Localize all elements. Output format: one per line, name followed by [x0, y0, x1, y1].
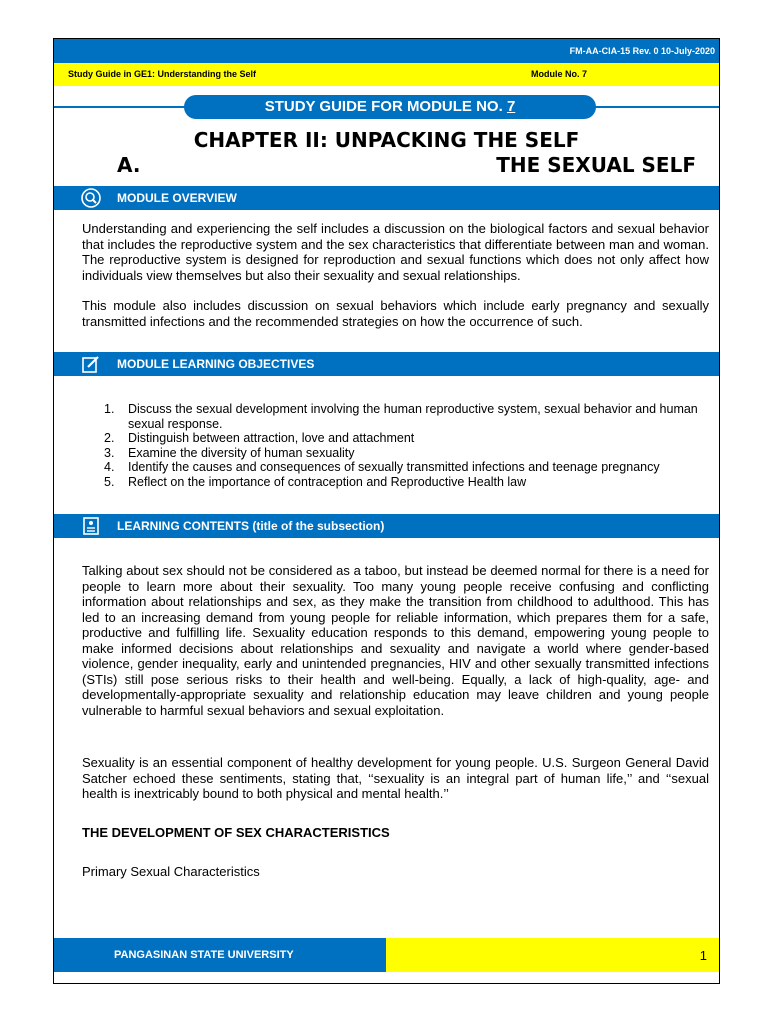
footer-page-bar — [386, 938, 719, 972]
footer-university-bar — [54, 938, 386, 972]
edit-pencil-icon — [81, 354, 101, 374]
module-overview-bar — [54, 186, 719, 210]
subtitle-letter: A. — [117, 153, 141, 177]
overview-paragraph-1: Understanding and experiencing the self includes a discussion on the biological factors and sexual behavior that includes the reproductive system and the sex characteristics that differentiate between man and woman. The reproductive system is designed for reproduction and sexual functions which does not only affect how individuals view themselves but also their sexuality and sexual relationships. — [82, 221, 709, 283]
subsection-title: Primary Sexual Characteristics — [82, 864, 260, 879]
document-code: FM-AA-CIA-15 Rev. 0 10-July-2020 — [569, 46, 715, 56]
contents-paragraph-1: Talking about sex should not be considered as a taboo, but instead be deemed normal for there is a need for people to learn more about their sexuality. Too many young people receive confusing and conflicting information about relationships and sex, as they make the transition from childhood to adulthood. This has led to an increasing demand from young people for reliable information, which prepares them for a safe, productive and fulfilling life. Sexuality education responds to this demand, empowering young people to make informed decisions about relationships and sexuality and navigate a world where gender-based violence, gender inequality, early and unintended pregnancies, HIV and other sexually transmitted infections (STIs) still pose serious risks to their health and well-being. Equally, a lack of high-quality, age- and developmentally-appropriate sexuality and relationship education may leave children and young people vulnerable to harmful sexual behaviors and sexual exploitation. — [82, 563, 709, 718]
study-guide-title-text: STUDY GUIDE FOR MODULE NO. — [264, 98, 507, 115]
magnifier-icon — [81, 188, 101, 208]
header-info-bar — [54, 63, 719, 86]
list-item: 1. Discuss the sexual development involving the human reproductive system, sexual behavior and human sexual response. — [104, 402, 698, 431]
objectives-list — [82, 402, 712, 490]
list-item: 2. Distinguish between attraction, love and attachment — [104, 431, 415, 446]
overview-paragraph-2: This module also includes discussion on sexual behaviors which include early pregnancy and sexually transmitted infections and the recommended strategies on how the occurrence of such. — [82, 298, 709, 329]
page-frame — [53, 38, 720, 984]
module-overview-heading: MODULE OVERVIEW — [117, 191, 237, 205]
section-heading: THE DEVELOPMENT OF SEX CHARACTERISTICS — [82, 825, 390, 840]
objectives-bar — [54, 352, 719, 376]
subtitle-text: THE SEXUAL SELF — [496, 153, 696, 177]
page-number: 1 — [699, 948, 707, 963]
list-item: 3. Examine the diversity of human sexuality — [104, 445, 355, 460]
header-bar — [54, 39, 719, 63]
university-name: PANGASINAN STATE UNIVERSITY — [114, 949, 294, 961]
objectives-heading: MODULE LEARNING OBJECTIVES — [117, 357, 315, 371]
document-icon — [81, 516, 101, 536]
study-guide-title — [184, 95, 596, 119]
learning-contents-heading: LEARNING CONTENTS (title of the subsection) — [117, 519, 385, 533]
list-item: 4. Identify the causes and consequences of sexually transmitted infections and teenage pregnancy — [104, 460, 660, 475]
module-label: Module No. 7 — [531, 69, 587, 79]
study-guide-label: Study Guide in GE1: Understanding the Self — [68, 69, 257, 79]
learning-contents-bar — [54, 514, 719, 538]
module-number: 7 — [506, 98, 516, 115]
contents-paragraph-2: Sexuality is an essential component of healthy development for young people. U.S. Surgeon General David Satcher echoed these sentiments, stating that, ‘‘sexuality is an integral part of human life,’’ and ‘‘sexual health is inextricably bound to both physical and mental health.’’ — [82, 755, 709, 801]
chapter-title: CHAPTER II: UNPACKING THE SELF — [193, 128, 580, 152]
list-item: 5. Reflect on the importance of contraception and Reproductive Health law — [104, 474, 527, 489]
